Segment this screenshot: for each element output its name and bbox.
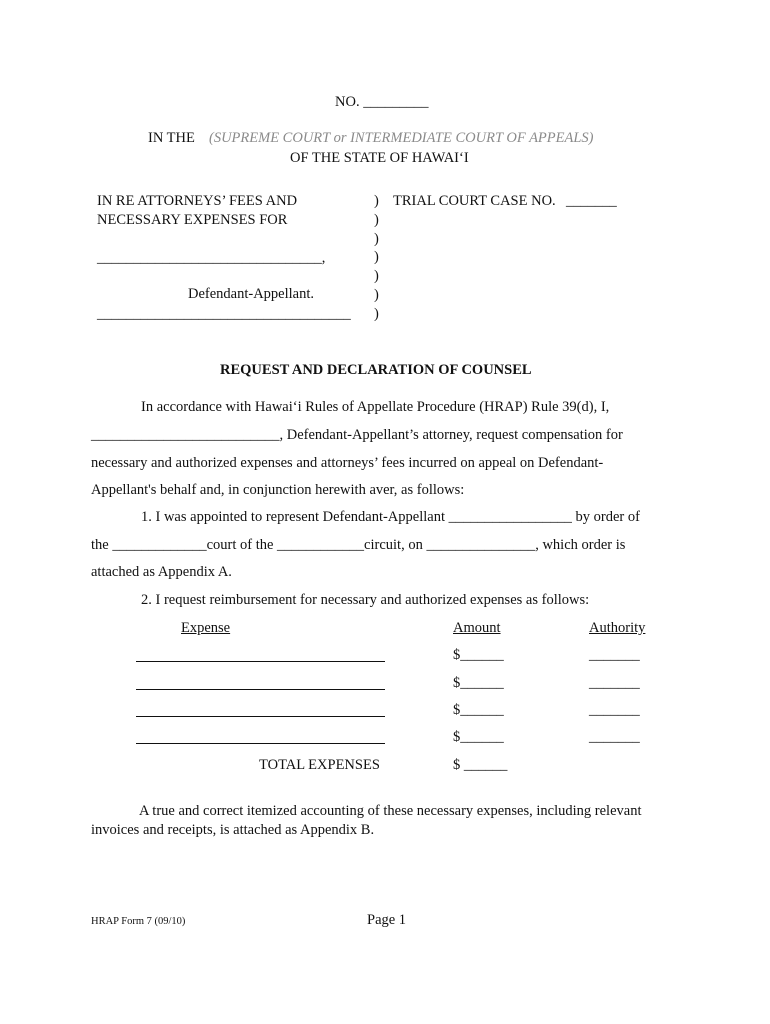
expense-row-line (136, 661, 385, 662)
party-name-blank: _______________________________, (97, 250, 326, 266)
amount-blank: $______ (453, 675, 504, 691)
expense-row-line (136, 689, 385, 690)
caption-paren: ) (374, 306, 379, 322)
expense-row-line (136, 743, 385, 744)
caption-paren: ) (374, 268, 379, 284)
amount-blank: $______ (453, 729, 504, 745)
caption-bottom-line: ___________________________________ (97, 306, 351, 322)
caption-paren: ) (374, 231, 379, 247)
amount-blank: $______ (453, 647, 504, 663)
page-number: Page 1 (367, 912, 407, 928)
total-expenses-blank: $ ______ (453, 757, 508, 773)
court-choice: (SUPREME COURT or INTERMEDIATE COURT OF APPEALS) (209, 130, 594, 146)
item-1-line-1: 1. I was appointed to represent Defendant-Appellant _________________ by order of (141, 509, 640, 525)
trial-case-label: TRIAL COURT CASE NO. (393, 193, 556, 209)
authority-blank: _______ (589, 647, 640, 663)
total-expenses-label: TOTAL EXPENSES (259, 757, 380, 773)
item-2-line: 2. I request reimbursement for necessary and authorized expenses as follows: (141, 592, 590, 608)
trial-case-blank: _______ (566, 193, 617, 209)
form-id: HRAP Form 7 (09/10) (91, 916, 186, 927)
caption-paren: ) (374, 212, 379, 228)
intro-line-3: necessary and authorized expenses and attorneys’ fees incurred on appeal on Defendant- (91, 455, 604, 471)
item-1-line-3: attached as Appendix A. (91, 564, 232, 580)
party-role: Defendant-Appellant. (188, 286, 315, 302)
caption-paren: ) (374, 287, 379, 303)
authority-blank: _______ (589, 675, 640, 691)
intro-line-2: __________________________, Defendant-Appellant’s attorney, request compensation for (91, 427, 623, 443)
intro-line-4: Appellant's behalf and, in conjunction herewith aver, as follows: (91, 482, 465, 498)
amount-column-header: Amount (453, 620, 501, 636)
item-1-line-2: the _____________court of the ____________circuit, on _______________, which order is (91, 537, 626, 553)
case-number: NO. _________ (335, 94, 429, 110)
authority-column-header: Authority (589, 620, 646, 636)
authority-blank: _______ (589, 729, 640, 745)
intro-line-1: In accordance with Hawai‘i Rules of Appellate Procedure (HRAP) Rule 39(d), I, (141, 399, 610, 415)
expense-column-header: Expense (181, 620, 231, 636)
caption-line-1: IN RE ATTORNEYS’ FEES AND (97, 193, 298, 209)
amount-blank: $______ (453, 702, 504, 718)
expense-row-line (136, 716, 385, 717)
caption-line-2: NECESSARY EXPENSES FOR (97, 212, 288, 228)
closing-line-2: invoices and receipts, is attached as Appendix B. (91, 822, 375, 838)
caption-paren: ) (374, 193, 379, 209)
state-line: OF THE STATE OF HAWAI‘I (290, 150, 469, 166)
caption-paren: ) (374, 249, 379, 265)
closing-line-1: A true and correct itemized accounting of these necessary expenses, including relevant (139, 803, 642, 819)
document-title: REQUEST AND DECLARATION OF COUNSEL (220, 362, 532, 378)
authority-blank: _______ (589, 702, 640, 718)
in-the-label: IN THE (148, 130, 195, 146)
